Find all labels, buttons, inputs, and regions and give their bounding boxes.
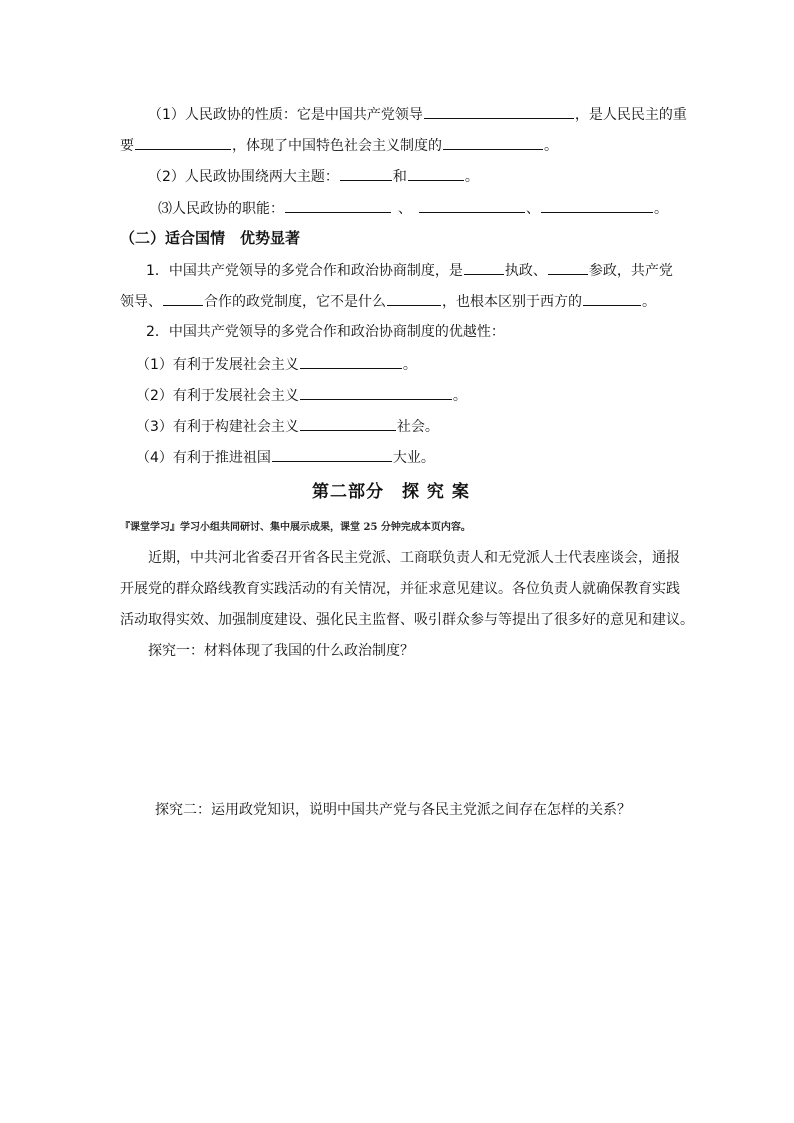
material-line: 开展党的群众路线教育实践活动的有关情况，并征求意见建议。各位负责人就确保教育实践 — [120, 581, 680, 597]
advantage-end: 。 — [452, 388, 467, 404]
p1-text-d: 领导、 — [120, 294, 162, 310]
item2-text-c: 。 — [464, 169, 479, 185]
item1-text-e: 。 — [544, 138, 558, 154]
item1-text-d: ，体现了中国特色社会主义制度的 — [232, 138, 442, 154]
fill-blank[interactable] — [583, 291, 641, 306]
advantage-end: 大业。 — [392, 450, 435, 466]
item1-text-c: 要 — [120, 138, 134, 154]
advantage-item — [136, 354, 417, 375]
item3-line — [158, 198, 668, 219]
p1-text-e: 合作的政党制度，它不是什么 — [204, 294, 386, 310]
advantage-text: （2）有利于发展社会主义 — [136, 388, 299, 404]
advantage-end: 社会。 — [396, 419, 439, 435]
fill-blank[interactable] — [163, 291, 203, 306]
fill-blank[interactable] — [300, 354, 402, 369]
question-2: 探究二：运用政党知识，说明中国共产党与各民主党派之间存在怎样的关系？ — [155, 802, 631, 818]
advantage-end: 。 — [402, 357, 417, 373]
p1-text-c: 参政，共产党 — [588, 263, 673, 279]
p1-text-f: ，也根本区别于西方的 — [442, 294, 582, 310]
section2-p2: 2．中国共产党领导的多党合作和政治协商制度的优越性： — [146, 324, 505, 340]
section-heading: （二）适合国情 优势显著 — [120, 229, 301, 247]
material-line: 近期，中共河北省委召开省各民主党派、工商联负责人和无党派人士代表座谈会，通报 — [148, 550, 680, 566]
fill-blank[interactable] — [548, 260, 588, 275]
item1-line1 — [148, 104, 687, 125]
fill-blank[interactable] — [443, 135, 543, 150]
item2-line — [148, 166, 479, 187]
advantage-item — [136, 416, 439, 437]
advantage-item — [136, 385, 467, 406]
fill-blank[interactable] — [464, 260, 504, 275]
item3-text-c: 、 — [526, 201, 540, 217]
fill-blank[interactable] — [285, 198, 391, 213]
fill-blank[interactable] — [300, 416, 396, 431]
fill-blank[interactable] — [340, 166, 392, 181]
material-line: 活动取得实效、加强制度建设、强化民主监督、吸引群众参与等提出了很多好的意见和建议。 — [120, 612, 694, 628]
classroom-note: 『课堂学习』学习小组共同研讨、集中展示成果，课堂 25 分钟完成本页内容。 — [120, 522, 471, 533]
item3-text-b: 、 — [398, 201, 412, 217]
item2-text-a: （2）人民政协围绕两大主题： — [148, 169, 339, 185]
fill-blank[interactable] — [541, 198, 653, 213]
item2-text-b: 和 — [392, 169, 407, 185]
fill-blank[interactable] — [300, 385, 452, 400]
advantage-item — [136, 447, 435, 468]
section2-p1-line1 — [146, 260, 673, 281]
item1-text-b: ，是人民民主的重 — [574, 107, 687, 123]
part2-title: 第二部分 探 究 案 — [312, 482, 470, 502]
fill-blank[interactable] — [135, 135, 231, 150]
question-1: 探究一：材料体现了我国的什么政治制度？ — [148, 643, 414, 659]
advantage-text: （4）有利于推进祖国 — [136, 450, 271, 466]
p1-text-a: 1．中国共产党领导的多党合作和政治协商制度，是 — [146, 263, 463, 279]
fill-blank[interactable] — [408, 166, 464, 181]
fill-blank[interactable] — [424, 104, 574, 119]
fill-blank[interactable] — [387, 291, 441, 306]
item1-text-a: （1）人民政协的性质：它是中国共产党领导 — [148, 107, 423, 123]
fill-blank[interactable] — [272, 447, 392, 462]
p1-text-b: 执政、 — [504, 263, 547, 279]
item3-text-a: ⑶人民政协的职能： — [158, 201, 284, 217]
fill-blank[interactable] — [419, 198, 525, 213]
section2-p1-line2 — [120, 291, 656, 312]
advantage-text: （1）有利于发展社会主义 — [136, 357, 299, 373]
item3-text-d: 。 — [654, 201, 668, 217]
advantage-text: （3）有利于构建社会主义 — [136, 419, 299, 435]
p1-text-g: 。 — [642, 294, 656, 310]
item1-line2 — [120, 135, 558, 156]
